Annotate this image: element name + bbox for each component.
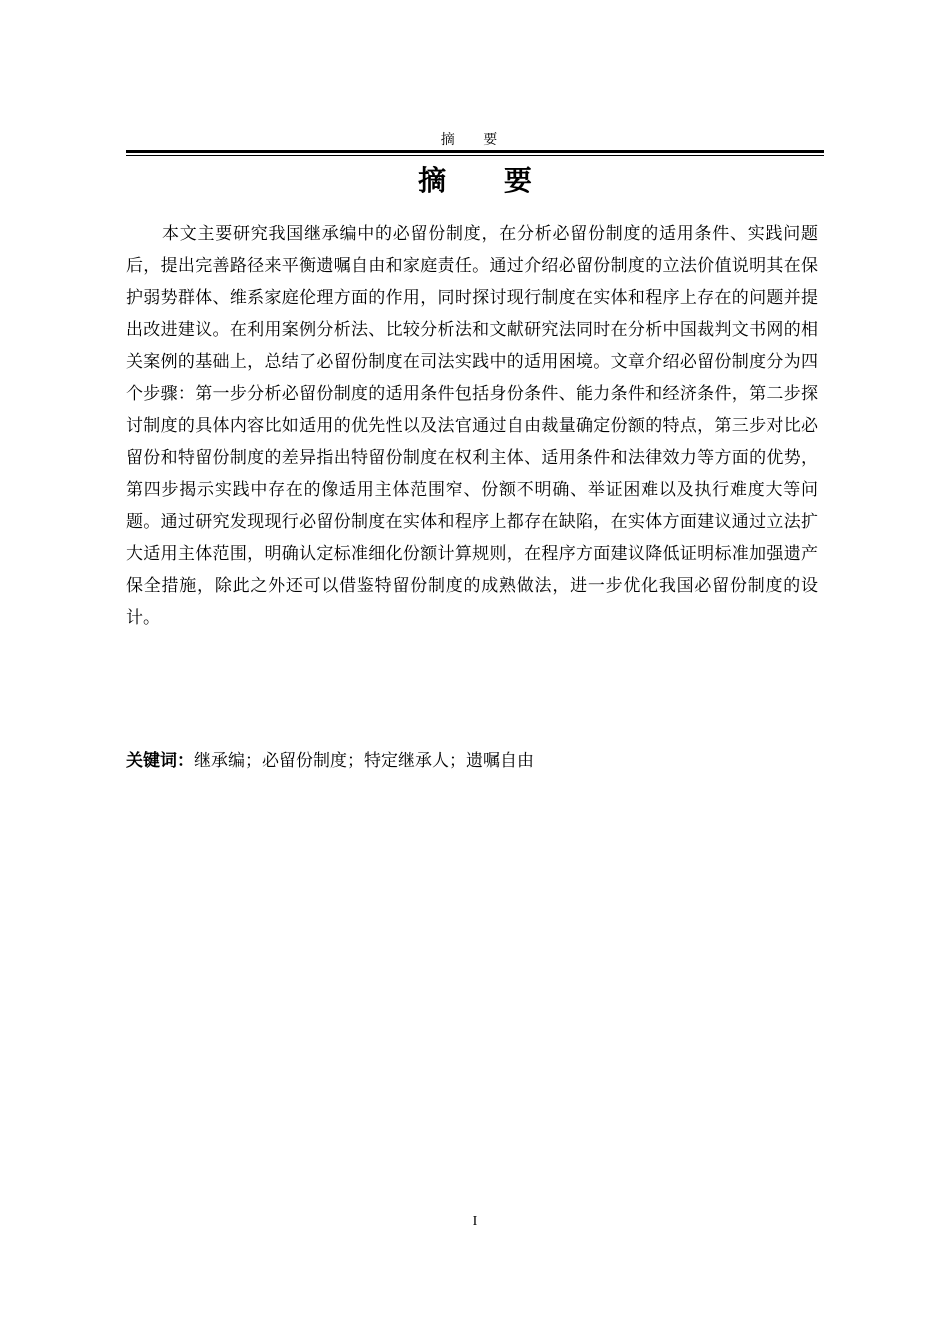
keywords-value: 继承编；必留份制度；特定继承人；遗嘱自由 [194,751,534,771]
page-number: I [472,1214,478,1229]
keywords-label: 关键词： [126,751,194,771]
abstract-paragraph: 本文主要研究我国继承编中的必留份制度，在分析必留份制度的适用条件、实践问题后，提出完善路径来平衡遗嘱自由和家庭责任。通过介绍必留份制度的立法价值说明其在保护弱势群体、维系家庭伦理方面的作用，同时探讨现行制度在实体和程序上存在的问题并提出改进建议。在利用案例分析法、比较分析法和文献研究法同时在分析中国裁判文书网的相关案例的基础上，总结了必留份制度在司法实践中的适用困境。文章介绍必留份制度分为四个步骤：第一步分析必留份制度的适用条件包括身份条件、能力条件和经济条件，第二步探讨制度的具体内容比如适用的优先性以及法官通过自由裁量确定份额的特点，第三步对比必留份和特留份制度的差异指出特留份制度在权利主体、适用条件和法律效力等方面的优势，第四步揭示实践中存在的像适用主体范围窄、份额不明确、举证困难以及执行难度大等问题。通过研究发现现行必留份制度在实体和程序上都存在缺陷，在实体方面建议通过立法扩大适用主体范围，明确认定标准细化份额计算规则，在程序方面建议降低证明标准加强遗产保全措施，除此之外还可以借鉴特留份制度的成熟做法，进一步优化我国必留份制度的设计。 [126,224,818,628]
header-rule-thick [126,150,824,153]
page-title: 摘 要 [418,164,556,197]
keywords-line [126,745,824,777]
running-header: 摘 要 [440,132,510,148]
header-rule-thin [126,155,824,156]
